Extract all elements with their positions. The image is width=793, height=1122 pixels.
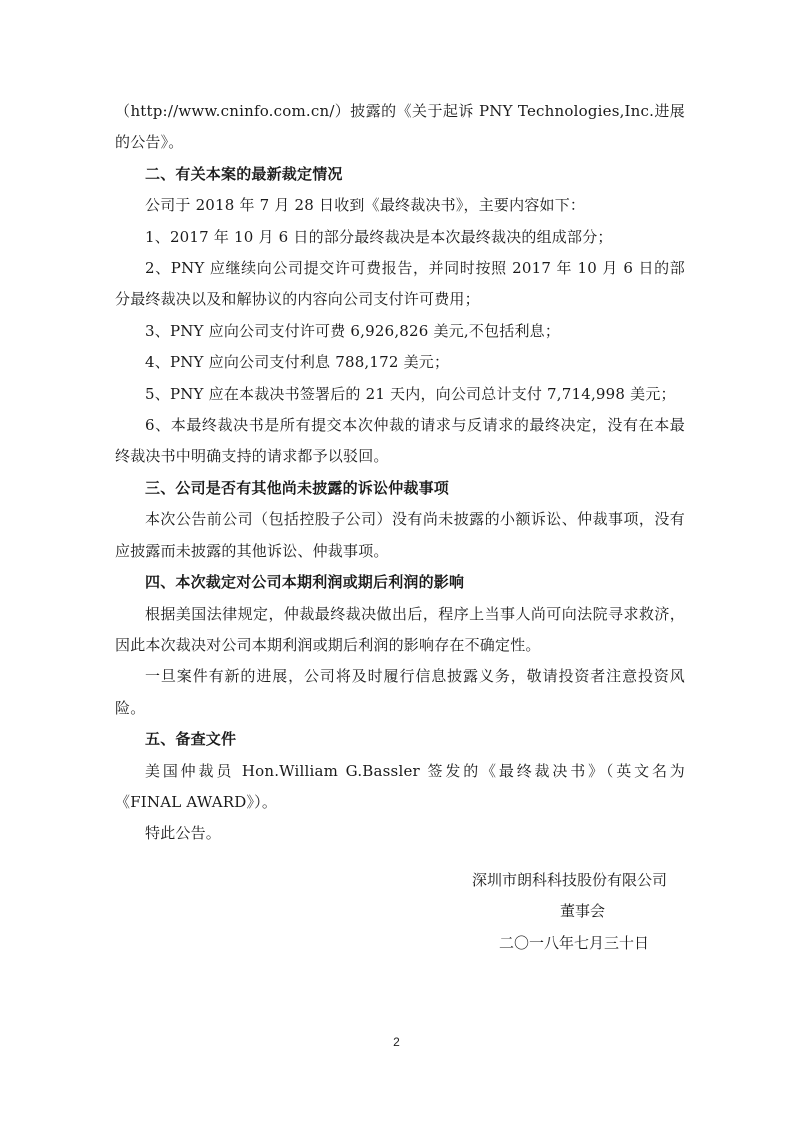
document-body bbox=[115, 96, 685, 850]
section-5-paragraph: 美国仲裁员 Hon.William G.Bassler 签发的《最终裁决书》（英文名为《FINAL AWARD》）。 bbox=[115, 761, 685, 811]
page-number: 2 bbox=[393, 1035, 400, 1049]
section-2-paragraph: 1、2017 年 10 月 6 日的部分最终裁决是本次最终裁决的组成部分； bbox=[145, 227, 613, 246]
section-4-heading: 四、本次裁定对公司本期利润或期后利润的影响 bbox=[145, 573, 465, 592]
section-4-paragraph: 一旦案件有新的进展，公司将及时履行信息披露义务，敬请投资者注意投资风险。 bbox=[115, 667, 685, 717]
section-3-heading: 三、公司是否有其他尚未披露的诉讼仲裁事项 bbox=[145, 478, 450, 497]
signature-block bbox=[115, 865, 685, 959]
section-3-paragraph: 本次公告前公司（包括控股子公司）没有尚未披露的小额诉讼、仲裁事项，没有应披露而未披露的其他诉讼、仲裁事项。 bbox=[115, 510, 685, 560]
section-2-heading: 二、有关本案的最新裁定情况 bbox=[145, 164, 343, 183]
section-4-paragraph: 根据美国法律规定，仲裁最终裁决做出后，程序上当事人尚可向法院寻求救济，因此本次裁决对公司本期利润或期后利润的影响存在不确定性。 bbox=[115, 604, 685, 654]
section-2-paragraph: 4、PNY 应向公司支付利息 788,172 美元； bbox=[145, 353, 450, 372]
section-2-paragraph: 3、PNY 应向公司支付许可费 6,926,826 美元,不包括利息； bbox=[145, 321, 561, 340]
signature-board: 董事会 bbox=[559, 902, 605, 921]
section-5-paragraph: 特此公告。 bbox=[145, 824, 222, 843]
signature-date: 二〇一八年七月三十日 bbox=[498, 933, 649, 952]
section-2-paragraph: 5、PNY 应在本裁决书签署后的 21 天内，向公司总计支付 7,714,998 美元； bbox=[145, 384, 676, 403]
section-2-paragraph: 公司于 2018 年 7 月 28 日收到《最终裁决书》，主要内容如下： bbox=[145, 196, 586, 215]
section-2-paragraph: 2、PNY 应继续向公司提交许可费报告，并同时按照 2017 年 10 月 6 日的部分最终裁决以及和解协议的内容向公司支付许可费用； bbox=[115, 259, 685, 309]
signature-company: 深圳市朗科科技股份有限公司 bbox=[471, 871, 667, 889]
intro-paragraph: （http://www.cninfo.com.cn/）披露的《关于起诉 PNY Technologies,Inc.进展的公告》。 bbox=[115, 102, 685, 152]
section-5-heading: 五、备查文件 bbox=[145, 730, 237, 749]
section-2-paragraph: 6、本最终裁决书是所有提交本次仲裁的请求与反请求的最终决定，没有在本最终裁决书中明确支持的请求都予以驳回。 bbox=[115, 416, 685, 466]
